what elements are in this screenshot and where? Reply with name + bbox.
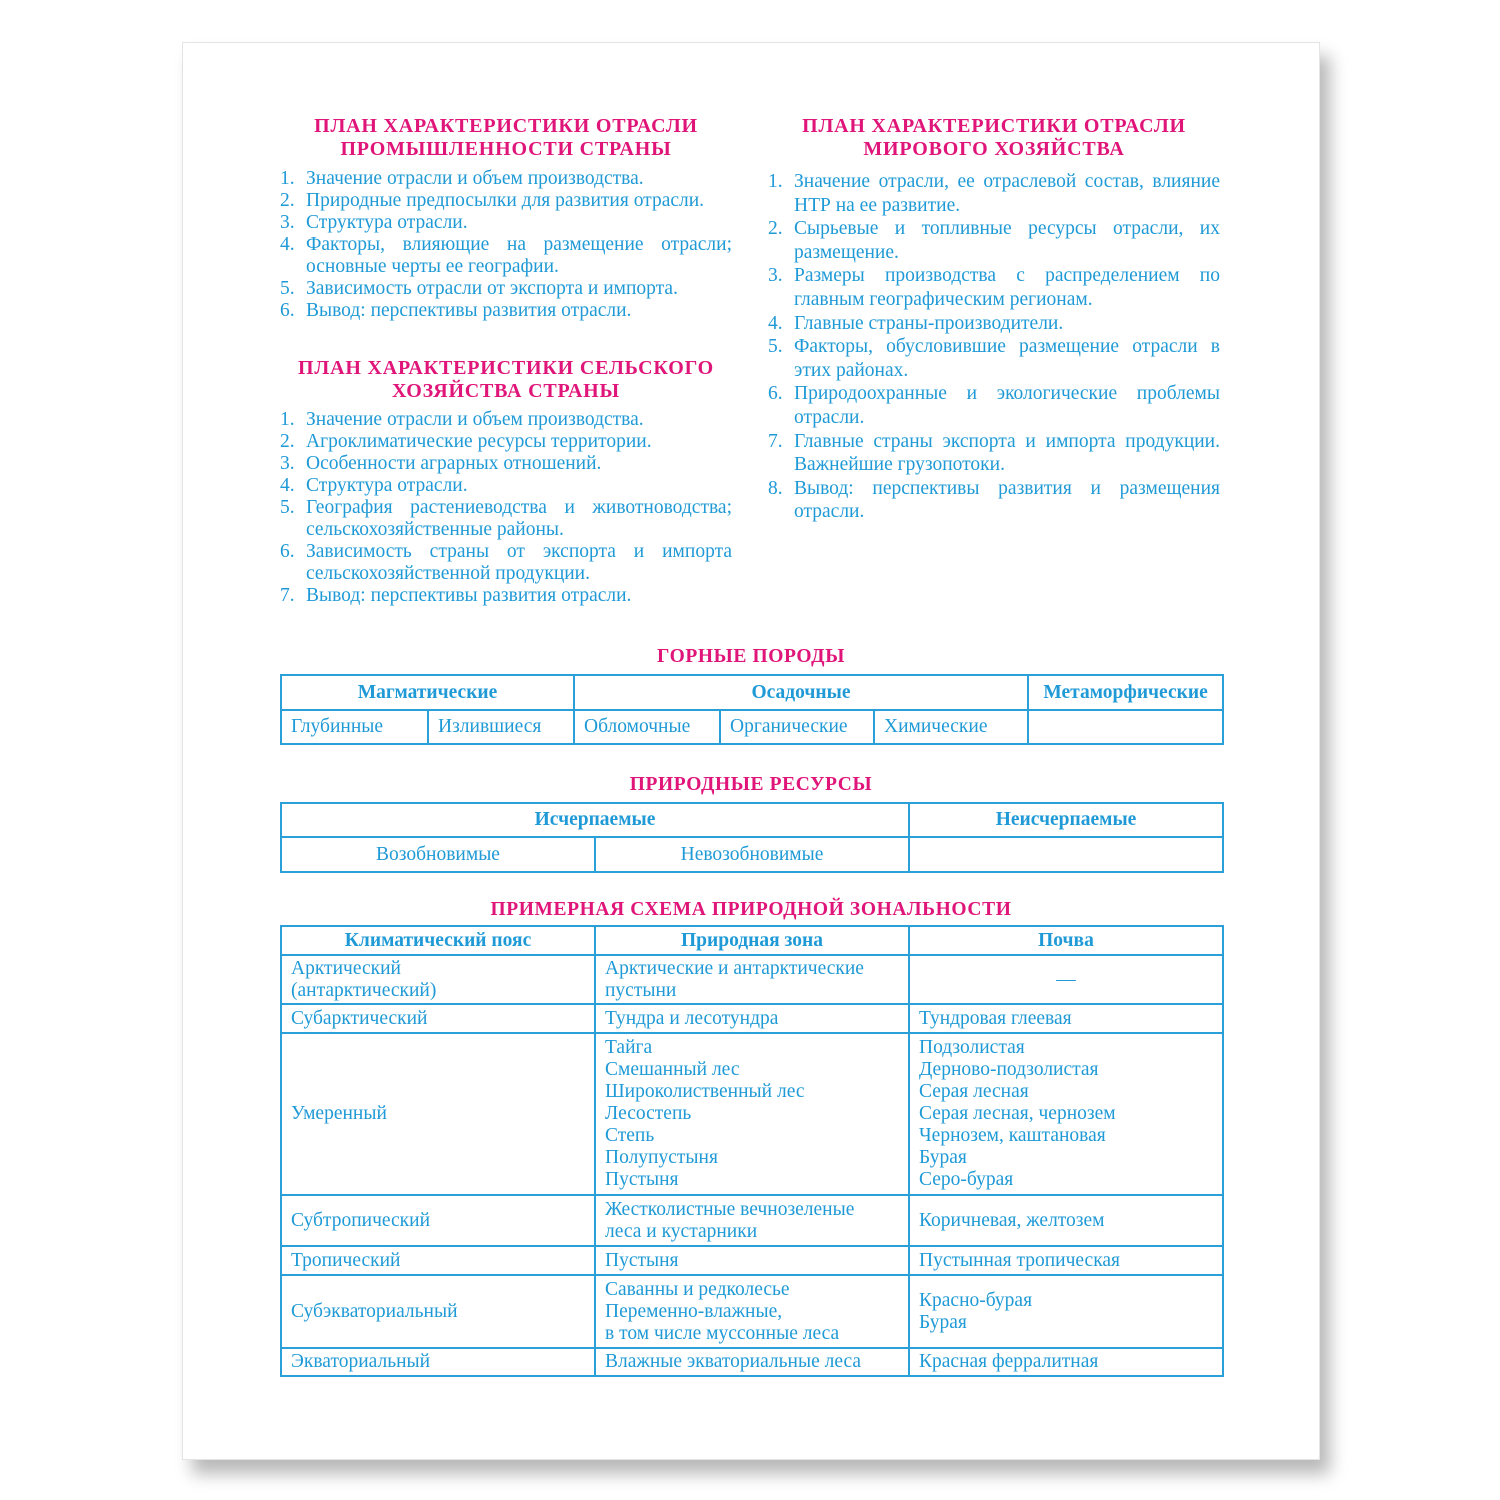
world-heading-line1: ПЛАН ХАРАКТЕРИСТИКИ ОТРАСЛИ [802, 115, 1186, 137]
world-plan-heading [768, 115, 1220, 161]
resources-header-exhaustible: Исчерпаемые [281, 803, 909, 837]
table-cell [1028, 710, 1223, 744]
table-cell: Жестколистные вечнозеленые леса и кустарники [595, 1195, 909, 1246]
table-cell: Пустынная тропическая [909, 1246, 1223, 1275]
table-cell: Возобновимые [281, 837, 595, 872]
list-item: 3. Особенности аграрных отношений. [280, 453, 602, 474]
table-cell: Тундра и лесотундра [595, 1004, 909, 1033]
list-item: 1. Значение отрасли и объем производства. [280, 168, 644, 189]
table-row [281, 1348, 1223, 1376]
list-item: 1. Значение отрасли, ее отраслевой состав, влияние НТР на ее развитие. [768, 171, 1220, 216]
industry-heading-line1: ПЛАН ХАРАКТЕРИСТИКИ ОТРАСЛИ [314, 115, 698, 137]
industry-plan-heading [280, 115, 732, 161]
resources-title: ПРИРОДНЫЕ РЕСУРСЫ [629, 774, 873, 795]
table-cell: Субтропический [281, 1195, 595, 1246]
table-cell: Тропический [281, 1246, 595, 1275]
table-cell: — [909, 955, 1223, 1004]
list-item: 8. Вывод: перспективы развития и размещения отрасли. [768, 477, 1220, 523]
list-item: 5. Зависимость отрасли от экспорта и импорта. [280, 278, 678, 299]
table-cell: Арктический (антарктический) [281, 955, 595, 1004]
world-plan-list [768, 170, 1220, 524]
list-item: 5. Факторы, обусловившие размещение отрасли в этих районах. [768, 336, 1220, 381]
table-cell: Экваториальный [281, 1348, 595, 1376]
agriculture-heading-line1: ПЛАН ХАРАКТЕРИСТИКИ СЕЛЬСКОГО [298, 357, 714, 379]
world-heading-line2: МИРОВОГО ХОЗЯЙСТВА [863, 138, 1125, 160]
list-item: 6. Зависимость страны от экспорта и импорта сельскохозяйственной продукции. [280, 541, 732, 584]
table-cell: Подзолистая Дерново-подзолистая Серая лесная Серая лесная, чернозем Чернозем, каштановая Бурая Серо-бурая [909, 1033, 1223, 1195]
list-item: 1. Значение отрасли и объем производства. [280, 409, 644, 430]
table-cell: Арктические и антарктические пустыни [595, 955, 909, 1004]
list-item: 4. Главные страны-производители. [768, 312, 1064, 334]
rocks-table [280, 674, 1224, 745]
table-cell: Умеренный [281, 1033, 595, 1195]
table-row [281, 1033, 1223, 1195]
table-cell: Обломочные [574, 710, 720, 744]
rocks-header-sedimentary: Осадочные [574, 675, 1028, 710]
table-cell: Органические [720, 710, 874, 744]
list-item: 2. Агроклиматические ресурсы территории. [280, 431, 652, 452]
table-cell: Пустыня [595, 1246, 909, 1275]
zonality-header-soil: Почва [909, 926, 1223, 955]
industry-heading-line2: ПРОМЫШЛЕННОСТИ СТРАНЫ [340, 138, 672, 160]
table-row [281, 1246, 1223, 1275]
resources-table [280, 802, 1224, 873]
zonality-table [280, 925, 1224, 1377]
rocks-header-metamorphic: Метаморфические [1028, 675, 1223, 710]
table-row [281, 1004, 1223, 1033]
list-item: 4. Структура отрасли. [280, 475, 468, 496]
table-cell: Саванны и редколесье Переменно-влажные, в том числе муссонные леса [595, 1275, 909, 1348]
list-item: 7. Главные страны экспорта и импорта продукции. Важнейшие грузопотоки. [768, 430, 1220, 476]
table-row [281, 1195, 1223, 1246]
zonality-title: ПРИМЕРНАЯ СХЕМА ПРИРОДНОЙ ЗОНАЛЬНОСТИ [490, 899, 1012, 920]
table-cell: Тундровая глеевая [909, 1004, 1223, 1033]
resources-header-inexhaustible: Неисчерпаемые [909, 803, 1223, 837]
list-item: 6. Вывод: перспективы развития отрасли. [280, 300, 632, 321]
zonality-header-zone: Природная зона [595, 926, 909, 955]
rocks-title: ГОРНЫЕ ПОРОДЫ [657, 646, 845, 667]
list-item: 5. География растениеводства и животноводства; сельскохозяйственные районы. [280, 497, 732, 540]
table-row [281, 1275, 1223, 1348]
table-cell: Субэкваториальный [281, 1275, 595, 1348]
table-cell: Излившиеся [428, 710, 574, 744]
list-item: 3. Структура отрасли. [280, 212, 468, 233]
table-cell: Красно-бурая Бурая [909, 1275, 1223, 1348]
table-row [281, 955, 1223, 1004]
table-cell [909, 837, 1223, 872]
agriculture-heading-line2: ХОЗЯЙСТВА СТРАНЫ [392, 380, 620, 402]
list-item: 7. Вывод: перспективы развития отрасли. [280, 585, 632, 606]
table-cell: Красная ферралитная [909, 1348, 1223, 1376]
table-cell: Субарктический [281, 1004, 595, 1033]
list-item: 3. Размеры производства с распределением по главным географическим регионам. [768, 265, 1220, 310]
agriculture-plan-heading [280, 357, 732, 403]
table-cell: Влажные экваториальные леса [595, 1348, 909, 1376]
agriculture-plan-list [280, 409, 732, 607]
table-cell: Химические [874, 710, 1028, 744]
zonality-header-belt: Климатический пояс [281, 926, 595, 955]
table-cell: Невозобновимые [595, 837, 909, 872]
table-cell: Глубинные [281, 710, 428, 744]
table-cell: Коричневая, желтозем [909, 1195, 1223, 1246]
industry-plan-list [280, 168, 732, 322]
list-item: 4. Факторы, влияющие на размещение отрасли; основные черты ее географии. [280, 234, 732, 277]
rocks-header-magmatic: Магматические [281, 675, 574, 710]
list-item: 2. Сырьевые и топливные ресурсы отрасли, их размещение. [768, 218, 1220, 263]
table-cell: Тайга Смешанный лес Широколиственный лес Лесостепь Степь Полупустыня Пустыня [595, 1033, 909, 1195]
list-item: 6. Природоохранные и экологические проблемы отрасли. [768, 383, 1220, 428]
list-item: 2. Природные предпосылки для развития отрасли. [280, 190, 705, 211]
